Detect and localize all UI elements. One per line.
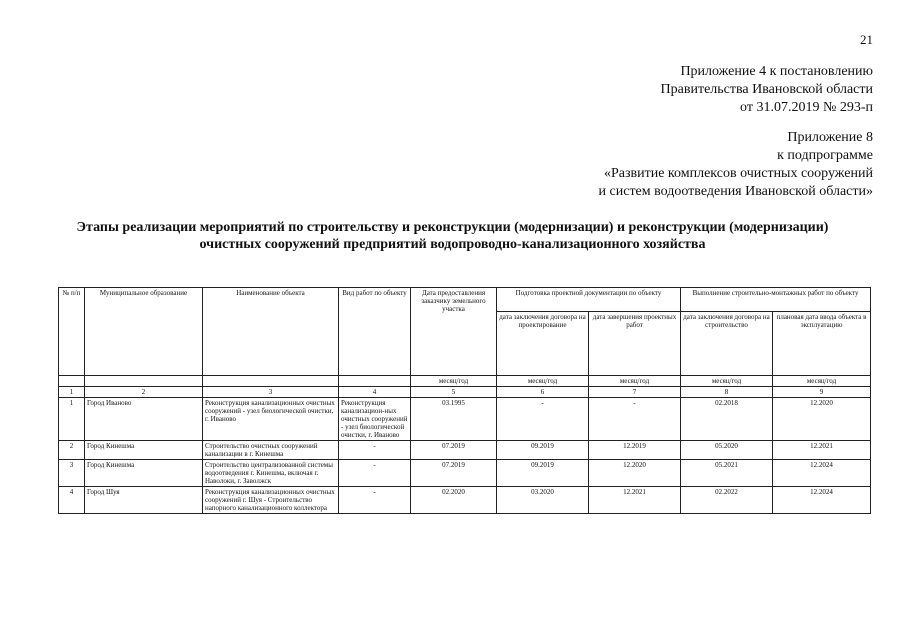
header-num: № п/п (59, 288, 85, 376)
table-row (59, 441, 871, 460)
appendix-line: Приложение 8 (787, 130, 873, 145)
appendix-line: Приложение 4 к постановлению (680, 64, 873, 79)
unit-cell: месяц/год (589, 376, 681, 387)
cell-build-finish: 12.2020 (773, 398, 871, 441)
cell-work-type: - (339, 487, 411, 514)
column-number-row (59, 387, 871, 398)
subprogram-appendix (599, 129, 873, 201)
cell-num: 1 (59, 398, 85, 441)
cell-design-contract: 09.2019 (497, 460, 589, 487)
appendix-line: Правительства Ивановской области (660, 82, 873, 97)
appendix-line: от 31.07.2019 № 293-п (740, 100, 873, 115)
cell-municipality: Город Кинешма (85, 441, 203, 460)
stages-table (58, 287, 871, 514)
column-number: 5 (411, 387, 497, 398)
cell-object: Строительство очистных сооружений канализации в г. Кинешма (203, 441, 339, 460)
header-design-finish: дата завершения проектных работ (589, 312, 681, 376)
column-number: 9 (773, 387, 871, 398)
unit-cell (59, 376, 85, 387)
cell-land-date: 07.2019 (411, 460, 497, 487)
column-number: 7 (589, 387, 681, 398)
unit-cell: месяц/год (497, 376, 589, 387)
column-number: 6 (497, 387, 589, 398)
cell-work-type: Реконструкция канализацион-ных очистных сооружений - узел биологической очистки, г. Иваново (339, 398, 411, 441)
header-municipality: Муниципальное образование (85, 288, 203, 376)
table-row (59, 460, 871, 487)
column-number: 8 (681, 387, 773, 398)
header-design-contract: дата заключения договора на проектирование (497, 312, 589, 376)
cell-land-date: 03.1995 (411, 398, 497, 441)
header-build-contract: дата заключения договора на строительство (681, 312, 773, 376)
cell-object: Реконструкция канализационных очистных сооружений г. Шуя - Строительство напорного канализационного коллектора (203, 487, 339, 514)
cell-build-contract: 02.2022 (681, 487, 773, 514)
header-design-group: Подготовка проектной документации по объекту (497, 288, 681, 312)
cell-municipality: Город Шуя (85, 487, 203, 514)
header-build-group: Выполнение строительно-монтажных работ по объекту (681, 288, 871, 312)
header-build-finish: плановая дата ввода объекта в эксплуатацию (773, 312, 871, 376)
column-number: 3 (203, 387, 339, 398)
cell-municipality: Город Кинешма (85, 460, 203, 487)
cell-object: Реконструкция канализационных очистных сооружений - узел биологической очистки, г. Иваново (203, 398, 339, 441)
cell-work-type: - (339, 441, 411, 460)
header-object: Наименование объекта (203, 288, 339, 376)
unit-cell: месяц/год (773, 376, 871, 387)
unit-row (59, 376, 871, 387)
cell-num: 4 (59, 487, 85, 514)
cell-build-contract: 02.2018 (681, 398, 773, 441)
cell-build-contract: 05.2020 (681, 441, 773, 460)
cell-design-finish: 12.2020 (589, 460, 681, 487)
cell-work-type: - (339, 460, 411, 487)
cell-design-finish: 12.2019 (589, 441, 681, 460)
cell-design-contract: 03.2020 (497, 487, 589, 514)
cell-build-contract: 05.2021 (681, 460, 773, 487)
unit-cell: месяц/год (411, 376, 497, 387)
table-row (59, 487, 871, 514)
header-row (59, 288, 871, 312)
cell-build-finish: 12.2021 (773, 441, 871, 460)
page-number: 21 (860, 32, 873, 47)
cell-land-date: 07.2019 (411, 441, 497, 460)
unit-cell (203, 376, 339, 387)
column-number: 1 (59, 387, 85, 398)
appendix-line: «Развитие комплексов очистных сооружений (603, 166, 873, 181)
appendix-line: и систем водоотведения Ивановской области» (598, 184, 873, 199)
column-number: 4 (339, 387, 411, 398)
table-row (59, 398, 871, 441)
cell-num: 3 (59, 460, 85, 487)
header-work-type: Вид работ по объекту (339, 288, 411, 376)
appendix-line: к подпрограмме (777, 148, 873, 163)
unit-cell (85, 376, 203, 387)
cell-design-finish: - (589, 398, 681, 441)
cell-num: 2 (59, 441, 85, 460)
cell-build-finish: 12.2024 (773, 487, 871, 514)
document-title (20, 219, 885, 253)
cell-municipality: Город Иваново (85, 398, 203, 441)
cell-design-finish: 12.2021 (589, 487, 681, 514)
cell-land-date: 02.2020 (411, 487, 497, 514)
column-number: 2 (85, 387, 203, 398)
unit-cell: месяц/год (681, 376, 773, 387)
appendix-header (661, 63, 873, 117)
header-land-date: Дата предоставления заказчику земельного участка (411, 288, 497, 376)
title-line: Этапы реализации мероприятий по строительству и реконструкции (модернизации) и реконструкции (модернизации) (76, 220, 829, 235)
cell-design-contract: 09.2019 (497, 441, 589, 460)
title-line: очистных сооружений предприятий водопроводно-канализационного хозяйства (199, 237, 706, 252)
cell-build-finish: 12.2024 (773, 460, 871, 487)
cell-design-contract: - (497, 398, 589, 441)
cell-object: Строительство централизованной системы водоотведения г. Кинешма, включая г. Наволоки, г. Заволжск (203, 460, 339, 487)
unit-cell (339, 376, 411, 387)
